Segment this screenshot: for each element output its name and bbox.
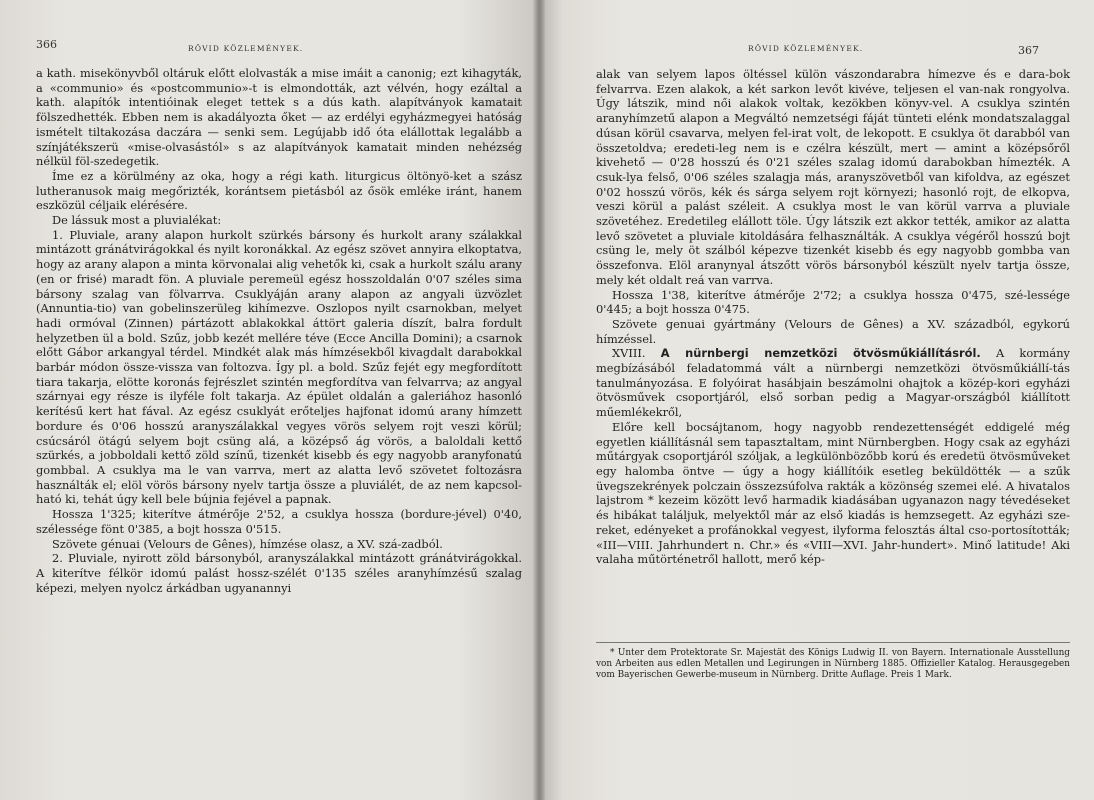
footnote-text: * Unter dem Protektorate Sr. Majestät des Königs Ludwig II. von Bayern. Internationale Ausstellung von Arbeiten aus edlen Metallen und Legirungen in Nürnberg 1885. Offizieller Katalog. Herausgegeben vom Bayerischen Gewerbe-museum in Nürnberg. Dritte Auflage. Preis 1 Mark. bbox=[596, 648, 1070, 681]
paragraph: a kath. misekönyvből oltáruk előtt elolvasták a mise imáit a canonig; ezt kihagyták, a «communio» és «postcommunio»-t is elmondották, azt vélvén, hogy ezáltal a kath. alapítók intentióinak eleget tettek s a dús kath. alapítványok kamatait fölszedhették. Ebben nem is akadályozta őket — az erdélyi egyházmegyei hatóság ismételt tiltakozása daczára — senki sem. Legújabb idő óta elállottak legalább a színjátékszerü «mise-olvasástól» s az alapítványok kamatait minden nehézség nélkül föl-szedegetik. bbox=[36, 66, 522, 169]
body-text bbox=[36, 66, 522, 595]
section-paragraph bbox=[596, 346, 1070, 420]
paragraph: Hossza 1'325; kiterítve átmérője 2'52, a csuklya hossza (bordure-jével) 0'40, szélessége fönt 0'385, a bojt hossza 0'515. bbox=[36, 507, 522, 536]
page-number: 366 bbox=[36, 38, 57, 51]
paragraph: Szövete génuai (Velours de Gênes), hímzése olasz, a XV. szá-zadból. bbox=[52, 536, 443, 551]
paragraph: De lássuk most a pluvialékat: bbox=[52, 213, 222, 228]
page-number: 367 bbox=[1018, 44, 1039, 57]
paragraph: 1. Pluviale, arany alapon hurkolt szürkés bársony és hurkolt arany szálakkal mintázott gránátvirágokkal és nyilt koronákkal. Az egész szövet annyira elkoptatva, hogy az arany alapon a minta körvonalai alig vehetők ki, csak a hurkolt szálu arany (en or frisé) maradt fön. A pluviale peremeül egész hosszoldalán 0'07 széles sima bársony szalag van fölvarrva. Csuklyáján arany alapon az angyali üzvözlet (Annuntia-tio) van gobelinszerüleg kihímezve. Oszlopos nyilt csarnokban, melyet hadi ormóval (Zinnen) pártázott ablakokkal áttört galeria díszít, balra fordult helyzetben ül a bold. Szűz, jobb kezét mellére téve (Ecce Ancilla Domini); a csarnok előtt Gábor arkangyal térdel. Mindkét alak más hímzésekből kivagdalt darabokkal barbár módon össze-vissza van foltozva. Így pl. a bold. Szűz fejét egy megfordított tiara takarja, elötte koronás fejrészlet szintén megfordítva van felvarrva; az angyal szárnyai egy része is ilyféle folt takarja. Az épület oldalán a galeriához hasonló kerítésű kert hat fával. Az egész csuklyát erőteljes hajfonat idomú arany hímzett bordure és 0'06 hosszú aranyszálakkal vegyes vörös selyem rojt veszi körül; csúcsáról ötágú selyem bojt csüng alá, a középső ág vörös, a baloldali kettő szürkés, a jobboldali kettő zöld színű, tizenkét kisebb és egy nagyobb aranyfonatú gombbal. A csuklya ma le van varrva, mert az alatta levő szövetet foltozásra használták el; elöl vörös bársony nyelv tartja össze a pluviálét, de az nem kapcsol-ható ki, tehát úgy kell bele bújnia fejével a papnak. bbox=[36, 227, 522, 507]
running-head: RÖVID KÖZLEMÉNYEK. bbox=[188, 44, 304, 53]
section-text: A kormány megbízásából feladatommá vált a nürnbergi nemzetközi ötvösműkiállí-tás tanulmányozása. E folyóirat hasábjain beszámolni ohajtok a közép-kori egyházi ötvösművek csoportjáról, első sorban pedig a Magyar-országból kiállított műemlékekről, bbox=[596, 346, 1070, 420]
paragraph: Szövete genuai gyártmány (Velours de Gênes) a XV. századból, egykorú hímzéssel. bbox=[596, 316, 1070, 346]
footnote bbox=[596, 648, 1070, 682]
right-page bbox=[540, 0, 1094, 800]
body-text bbox=[596, 67, 1070, 567]
section-number: XVIII. bbox=[612, 346, 646, 361]
paragraph: Hossza 1'38, kiterítve átmérője 2'72; a csuklya hossza 0'475, szé-lessége 0'445; a bojt hossza 0'475. bbox=[596, 287, 1070, 317]
footnote-rule bbox=[596, 642, 1070, 643]
left-page bbox=[0, 0, 540, 800]
paragraph: Íme ez a körülmény az oka, hogy a régi kath. liturgicus öltönyö-ket a szász lutheranusok maig megőrizték, korántsem pietásból az ősök emléke iránt, hanem eszközül céljaik elérésére. bbox=[36, 168, 522, 213]
running-head: RÖVID KÖZLEMÉNYEK. bbox=[748, 44, 864, 53]
paragraph: alak van selyem lapos öltéssel külön vászondarabra hímezve és e dara-bok felvarrva. Ezen alakok, a két sarkon levőt kivéve, teljesen el van-nak rongyolva. Úgy látszik, mind női alakok voltak, kezökben könyv-vel. A csuklya szintén aranyhímzetű alapon a Megváltó nemzetségi fáját tünteti elénk mondatszalaggal dúsan körül csavarva, melyen fel-irat volt, de lekopott. E csuklya öt darabból van összetoldva; eredeti-leg nem is e czélra készült, mert — amint a középsőről kivehető — 0'28 hosszú és 0'21 széles szalag idomú darabokban hímezték. A csuk-lya felső, 0'06 széles szalagja más, aranyszövetből van kifoldva, az egészet 0'02 hosszú vörös, kék és sárga selyem rojt környezi; hasonló rojt, de elkopva, veszi körül a palást széleit. A csuklya most le van körül varrva a pluviale szövetéhez. Eredetileg elállott töle. Úgy látszik ezt akkor tették, amikor az alatta levő szövetet a pluviale kitoldására felhasználták. A csuklya végéről hosszú bojt csüng le, mely öt szálból képezve tizenkét kisebb és egy nagyobb gombba van összefonva. Elöl aranynyal átszőtt vörös bársonyból készült nyelv tartja össze, mely két oldalt reá van varrva. bbox=[596, 67, 1070, 287]
paragraph: 2. Pluviale, nyirott zöld bársonyból, aranyszálakkal mintázott gránátvirágokkal. A kiterítve félkör idomú palást hossz-szélét 0'135 széles aranyhímzésű szalag képezi, melyen nyolcz árkádban ugyanannyi bbox=[36, 551, 522, 595]
paragraph: Előre kell bocsájtanom, hogy nagyobb rendezettenségét eddigelé még egyetlen kiállításnál sem tapasztaltam, mint Nürnbergben. Hogy csak az egyházi műtárgyak csoportjáról szóljak, a legkülönbözőbb korú és eredetü ötvösműveket egy halomba öntve — úgy a hogy kiállítóik esetleg beküldötték — a szűk üvegszekrények polczain összezsúfolva rakták a közönség szemei elé. A hivatalos lajstrom * kezeim között levő harmadik kiadásában ugyanazon nagy tévedéseket és hibákat találjuk, melyektől már az első kiadás is hemzsegett. Az egyházi sze-reket, edényeket a profánokkal vegyest, ilyforma felosztás által cso-portosították; «III—VIII. Jahrhundert n. Chr.» és «VIII—XVI. Jahr-hundert». Minő latitude! Aki valaha műtörténetről hallott, merő kép- bbox=[596, 419, 1070, 567]
book-gutter bbox=[533, 0, 545, 800]
section-title: A nürnbergi nemzetközi ötvösműkiállításról. bbox=[660, 346, 981, 361]
